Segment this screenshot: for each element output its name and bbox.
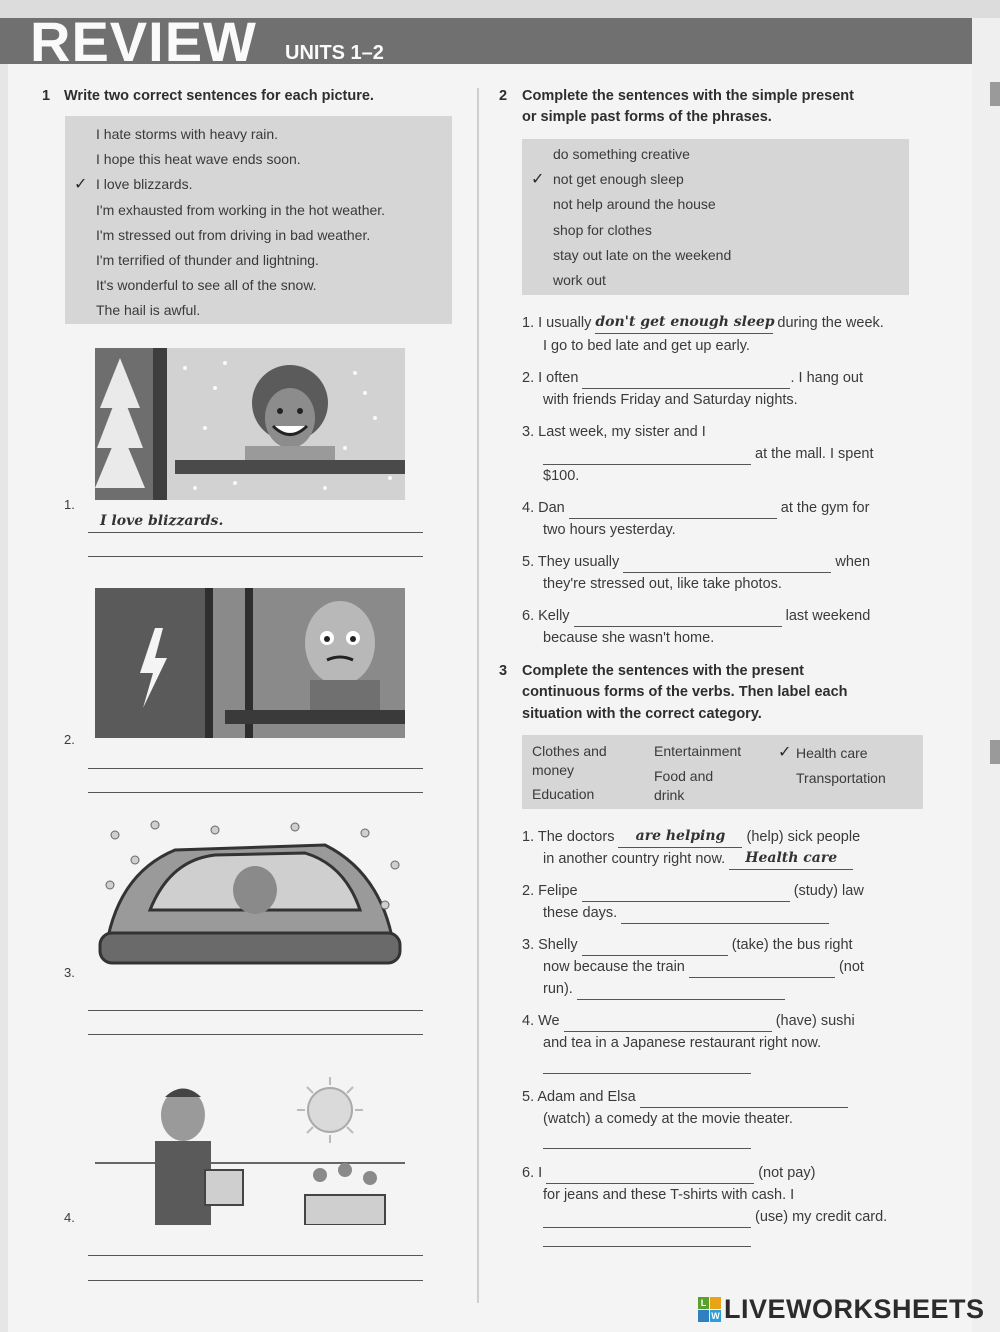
check-icon: ✓ (74, 176, 88, 193)
answer-line[interactable] (88, 532, 423, 533)
s3-question-6-line3: (use) my credit card. (543, 1206, 887, 1228)
section2-instruction: Complete the sentences with the simple present (522, 88, 854, 104)
section3-instruction: continuous forms of the verbs. Then label each (522, 684, 848, 700)
s2-question-4-line2: two hours yesterday. (543, 522, 676, 538)
s3-question-5-line2: (watch) a comedy at the movie theater. (543, 1111, 793, 1127)
answer-line[interactable] (88, 1280, 423, 1281)
sentence-option: I'm exhausted from working in the hot weather. (96, 202, 386, 218)
picture-hail-car (95, 815, 405, 975)
units-label: UNITS 1–2 (285, 42, 384, 64)
picture-number: 1. (64, 497, 75, 512)
phrase-option: shop for clothes (553, 222, 652, 238)
category-food-drink: Food and drink (654, 768, 714, 803)
answer-line[interactable] (88, 1010, 423, 1011)
sentence-option: ✓ I love blizzards. (96, 172, 192, 197)
section1-number: 1 (42, 88, 51, 104)
check-icon: ✓ (778, 744, 792, 761)
s3-question-5: 5. Adam and Elsa (522, 1086, 848, 1108)
picture1-answer: I love blizzards. (100, 513, 224, 529)
edge-tab (990, 740, 1000, 764)
s2-question-3-line3: $100. (543, 468, 580, 484)
liveworksheets-logo-icon: L W (698, 1297, 722, 1323)
picture-storm (95, 588, 405, 738)
picture-number: 4. (64, 1210, 75, 1225)
heat-wave-illustration (95, 1075, 405, 1225)
answer-line[interactable] (88, 792, 423, 793)
page-edge (972, 18, 1000, 1332)
section1-instruction: Write two correct sentences for each picture. (64, 88, 374, 104)
picture-blizzard (95, 348, 405, 500)
sentence-option: I'm terrified of thunder and lightning. (96, 252, 319, 268)
storm-illustration (95, 588, 405, 738)
s3-question-4-line2: and tea in a Japanese restaurant right now. (543, 1035, 822, 1051)
s3-question-6-line2: for jeans and these T-shirts with cash. I (543, 1187, 795, 1203)
column-divider (477, 88, 479, 1303)
sentence-option: It's wonderful to see all of the snow. (96, 277, 317, 293)
s2-question-2: 2. I often . I hang out (522, 367, 863, 389)
sentence-option: I hope this heat wave ends soon. (96, 151, 301, 167)
category-blank[interactable] (543, 1073, 751, 1074)
category-health-care: ✓ Health care (778, 744, 868, 761)
liveworksheets-brand[interactable]: LIVEWORKSHEETS (724, 1294, 985, 1324)
s3-question-3-line2: now because the train (not (543, 956, 864, 978)
category-blank[interactable] (621, 907, 829, 924)
s3-question-2-line2: these days. (543, 902, 829, 924)
answer-blank[interactable] (546, 1167, 754, 1184)
answer-blank[interactable] (574, 610, 782, 627)
sentence-box (65, 116, 452, 324)
s3-question-6: 6. I (not pay) (522, 1162, 815, 1184)
s2-question-3-line2: at the mall. I spent (543, 443, 874, 465)
page-title: REVIEW (30, 10, 257, 73)
answer-blank[interactable] (582, 885, 790, 902)
answer-line[interactable] (88, 1255, 423, 1256)
answer-blank[interactable] (582, 939, 728, 956)
category-education: Education (532, 786, 595, 802)
hail-car-illustration (95, 815, 405, 975)
answer-line[interactable] (88, 556, 423, 557)
page-edge-left (0, 64, 8, 1332)
phrase-option: work out (553, 272, 606, 288)
sentence-option: I'm stressed out from driving in bad weather. (96, 227, 371, 243)
answer-blank[interactable] (543, 1211, 751, 1228)
s3-question-1: 1. The doctors are helping (help) sick people (522, 826, 860, 848)
answer-blank[interactable] (689, 961, 835, 978)
s3-question-3: 3. Shelly (take) the bus right (522, 934, 853, 956)
category-clothes-money: Clothes and money (532, 743, 607, 778)
category-blank[interactable] (543, 1246, 751, 1247)
s2-question-1: 1. I usually don't get enough sleep during the week. (522, 312, 884, 334)
sentence-option: The hail is awful. (96, 302, 201, 318)
picture-heat-wave (95, 1075, 405, 1225)
edge-tab (990, 82, 1000, 106)
phrase-option: do something creative (553, 146, 690, 162)
answer-line[interactable] (88, 1034, 423, 1035)
s3-question-1-line2: in another country right now. Health care (543, 848, 853, 870)
answer-blank[interactable] (543, 448, 751, 465)
s3-question-4: 4. We (have) sushi (522, 1010, 855, 1032)
category-blank[interactable] (543, 1148, 751, 1149)
phrase-box (522, 139, 909, 295)
s2-question-2-line2: with friends Friday and Saturday nights. (543, 392, 798, 408)
section3-instruction: situation with the correct category. (522, 706, 762, 722)
picture-number: 2. (64, 732, 75, 747)
section2-number: 2 (499, 88, 508, 104)
answer-blank[interactable] (564, 1015, 772, 1032)
s2-question-4: 4. Dan at the gym for (522, 497, 869, 519)
s2-question-6: 6. Kelly last weekend (522, 605, 870, 627)
answer-blank[interactable] (582, 372, 790, 389)
s2-question-5-line2: they're stressed out, like take photos. (543, 576, 782, 592)
s2-question-6-line2: because she wasn't home. (543, 630, 715, 646)
answer-blank[interactable] (569, 502, 777, 519)
s3-question-2: 2. Felipe (study) law (522, 880, 864, 902)
category-transportation: Transportation (796, 770, 886, 786)
sentence-option: I hate storms with heavy rain. (96, 126, 279, 142)
category-blank[interactable] (577, 983, 785, 1000)
blizzard-illustration (95, 348, 405, 500)
phrase-option: stay out late on the weekend (553, 247, 732, 263)
picture-number: 3. (64, 965, 75, 980)
category-box (522, 735, 923, 809)
answer-blank[interactable] (640, 1091, 848, 1108)
section3-number: 3 (499, 663, 508, 679)
s3-question-3-line3: run). (543, 978, 785, 1000)
answer-blank[interactable]: don't get enough sleep (595, 317, 773, 334)
phrase-option: ✓ not get enough sleep (553, 167, 684, 192)
phrase-option: not help around the house (553, 196, 716, 212)
category-entertainment: Entertainment (654, 743, 742, 759)
answer-blank[interactable]: are helping (618, 831, 742, 848)
s2-question-3: 3. Last week, my sister and I (522, 424, 706, 440)
category-blank[interactable]: Health care (729, 853, 853, 870)
check-icon: ✓ (531, 171, 545, 188)
section3-instruction: Complete the sentences with the present (522, 663, 805, 679)
s2-question-1-line2: I go to bed late and get up early. (543, 338, 750, 354)
answer-line[interactable] (88, 768, 423, 769)
answer-blank[interactable] (623, 556, 831, 573)
s2-question-5: 5. They usually when (522, 551, 870, 573)
section2-instruction: or simple past forms of the phrases. (522, 109, 772, 125)
